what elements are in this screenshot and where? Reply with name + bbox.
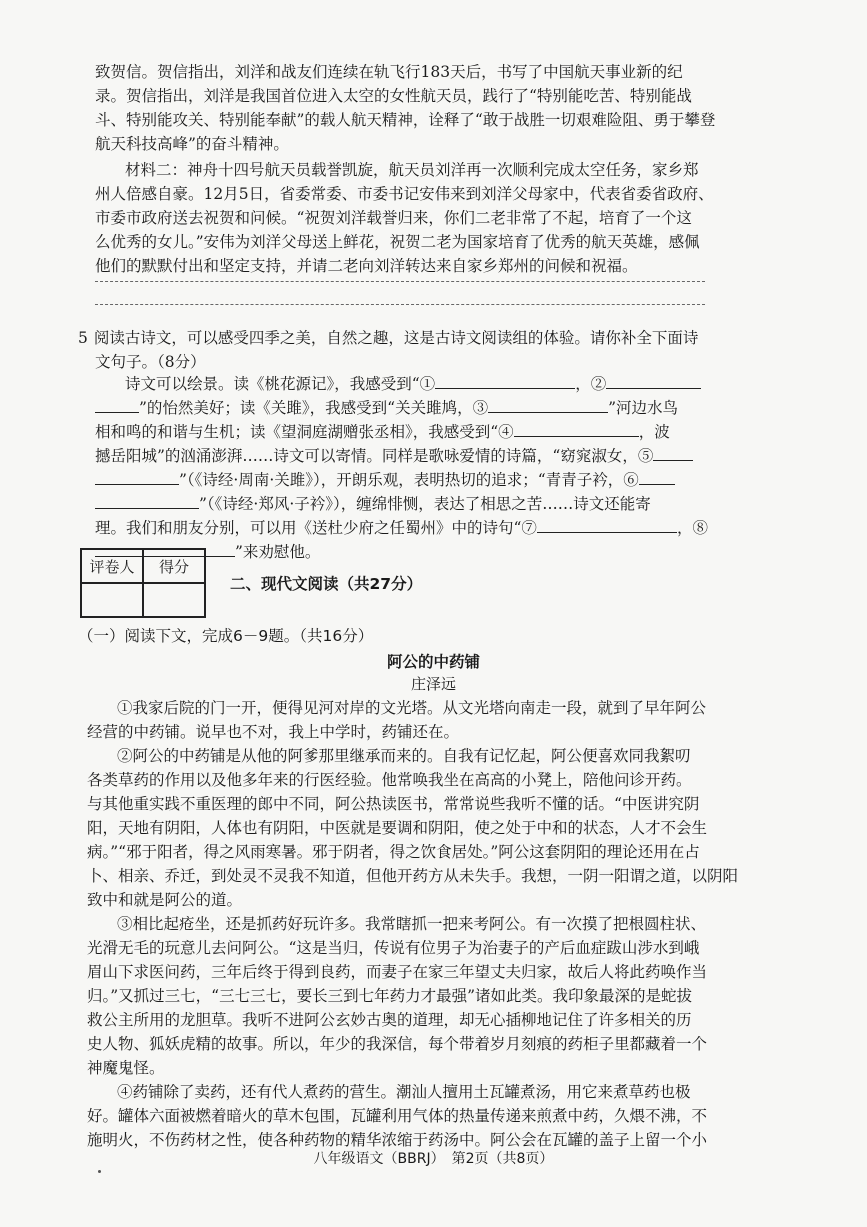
text-line: ②阿公的中药铺是从他的阿爹那里继承而来的。自我有记忆起，阿公便喜欢同我絮叨 (117, 747, 691, 765)
fill-text: ”河边水鸟 (608, 399, 679, 417)
text-line: 航天科技高峰”的奋斗精神。 (95, 135, 289, 153)
text-line: 好。罐体六面被燃着暗火的草木包围，瓦罐利用气体的热量传递来煎煮中药，久煨不沸，不 (87, 1107, 708, 1125)
blank-5[interactable] (653, 444, 693, 461)
fill-text: ”（《诗经·郑风·子衿》），缠绵悱恻，表达了相思之苦……诗文还能寄 (199, 495, 651, 513)
blank-2-cont[interactable] (95, 396, 139, 413)
text-line: ③相比起疮坐，还是抓药好玩许多。我常瞎抓一把来考阿公。有一次摸了把根圆柱状、 (117, 915, 707, 933)
sub-instruction: （一）阅读下文，完成6－9题。（共16分） (78, 627, 374, 645)
question-number: 5 (78, 329, 88, 347)
reviewer-label: 评卷人 (81, 549, 143, 583)
question-text: 阅读古诗文，可以感受四季之美，自然之趣，这是古诗文阅读组的体验。请你补全下面诗 (93, 329, 699, 347)
grade-box (80, 548, 206, 618)
score-label: 得分 (143, 549, 205, 583)
text-line: 眉山下求医问药，三年后终于得到良药，而妻子在家三年望丈夫归家，故后人将此药唤作当 (87, 963, 708, 981)
text-line: 录。贺信指出，刘洋是我国首位进入太空的女性航天员，践行了“特别能吃苦、特别能战 (95, 87, 692, 105)
answer-line[interactable] (95, 281, 705, 282)
text-line: 救公主所用的龙胆草。我听不进阿公玄妙古奥的道理，却无心插柳地记住了许多相关的历 (87, 1011, 692, 1029)
text-line: 斗、特别能攻关、特别能奉献”的载人航天精神，诠释了“敢于战胜一切艰难险阻、勇于攀登 (95, 111, 716, 129)
article-author: 庄泽远 (410, 675, 456, 693)
text-line: 归。”又抓过三七，“三七三七，要长三到七年药力才最强”诸如此类。我印象最深的是蛇拔 (87, 987, 693, 1005)
intro-paragraph (95, 60, 715, 156)
fill-text: ，波 (638, 423, 670, 441)
text-line: 施明火，不伤药材之性，使各种药物的精华浓缩于药汤中。阿公会在瓦罐的盖子上留一个小 (87, 1131, 708, 1149)
article-title: 阿公的中药铺 (386, 653, 480, 671)
text-line: 病。”“邪于阳者，得之风雨寒暑。邪于阴者，得之饮食居处。”阿公这套阴阳的理论还用在占 (87, 843, 700, 861)
text-line: ④药铺除了卖药，还有代人煮药的营生。潮汕人擅用土瓦罐煮汤，用它来煮草药也极 (117, 1083, 691, 1101)
page-footer: 八年级语文（BBRJ） 第2页（共8页） (313, 1151, 554, 1167)
text-line: 州人倍感自豪。12月5日，省委常委、市委书记安伟来到刘洋父母家中，代表省委省政府、 (95, 185, 714, 203)
material-two-paragraph (95, 158, 714, 278)
fill-text: 诗文可以绘景。读《桃花源记》，我感受到“① (125, 375, 436, 393)
text-line: 光滑无毛的玩意儿去问阿公。“这是当归，传说有位男子为治妻子的产后血症跋山涉水到峨 (87, 939, 700, 957)
scan-speck (98, 1170, 101, 1173)
blank-4[interactable] (514, 420, 639, 437)
fill-text: 理。我们和朋友分别，可以用《送杜少府之任蜀州》中的诗句“⑦ (95, 519, 537, 537)
fill-text: 相和鸣的和谐与生机；读《望洞庭湖赠张丞相》，我感受到“④ (95, 423, 514, 441)
text-line: 阳，天地有阴阳，人体也有阴阳，中医就是要调和阴阳，使之处于中和的状态，人才不会生 (87, 819, 708, 837)
blank-7[interactable] (537, 516, 677, 533)
text-line: 神魔鬼怪。 (87, 1059, 165, 1077)
blank-1[interactable] (435, 372, 575, 389)
fill-text: ”的怡然美好；读《关雎》，我感受到“关关雎鸠，③ (139, 399, 489, 417)
fill-text: ，② (575, 375, 607, 393)
text-line: 与其他重实践不重医理的郎中不同，阿公热读医书，常常说些我听不懂的话。“中医讲究阴 (87, 795, 700, 813)
text-line: 么优秀的女儿。”安伟为刘洋父母送上鲜花，祝贺二老为国家培育了优秀的航天英雄，感佩 (95, 233, 700, 251)
question-5 (78, 326, 698, 374)
text-line: ①我家后院的门一开，便得见河对岸的文光塔。从文光塔向南走一段，就到了早年阿公 (117, 699, 707, 717)
fill-text: ”（《诗经·周南·关雎》），开朗乐观，表明热切的追求；“青青子衿，⑥ (179, 471, 639, 489)
blank-2[interactable] (606, 372, 701, 389)
article-body (87, 696, 738, 1152)
text-line: 市委市政府送去祝贺和问候。“祝贺刘洋载誉归来，你们二老非常了不起，培育了一个这 (95, 209, 692, 227)
fill-text: ”来劝慰他。 (235, 543, 321, 561)
text-line: 材料二：神舟十四号航天员载誉凯旋，航天员刘洋再一次顺利完成太空任务，家乡郑 (125, 161, 699, 179)
score-cell[interactable] (143, 583, 205, 617)
reviewer-cell[interactable] (81, 583, 143, 617)
fill-text: 撼岳阳城”的汹涌澎湃……诗文可以寄情。同样是歌咏爱情的诗篇，“窈窕淑女，⑤ (95, 447, 654, 465)
blank-6-cont[interactable] (95, 492, 199, 509)
poem-fill-paragraph (95, 372, 708, 564)
text-line: 各类草药的作用以及他多年来的行医经验。他常唤我坐在高高的小凳上，陪他问诊开药。 (87, 771, 692, 789)
question-text: 文句子。（8分） (95, 353, 206, 371)
blank-5-cont[interactable] (95, 468, 179, 485)
blank-6[interactable] (639, 468, 675, 485)
text-line: 致中和就是阿公的道。 (87, 891, 243, 909)
text-line: 经营的中药铺。说早也不对，我上中学时，药铺还在。 (87, 723, 460, 741)
text-line: 史人物、狐妖虎精的故事。所以，年少的我深信，每个带着岁月刻痕的药柜子里都藏着一个 (87, 1035, 708, 1053)
blank-3[interactable] (488, 396, 608, 413)
text-line: 致贺信。贺信指出，刘洋和战友们连续在轨飞行183天后，书写了中国航天事业新的纪 (95, 63, 683, 81)
text-line: 卜、相亲、乔迁，到处灵不灵我不知道，但他开药方从未失手。我想，一阴一阳谓之道，以阴阳 (87, 867, 739, 885)
answer-line[interactable] (95, 304, 705, 305)
text-line: 他们的默默付出和坚定支持，并请二老向刘洋转达来自家乡郑州的问候和祝福。 (95, 257, 638, 275)
fill-text: ，⑧ (676, 519, 708, 537)
section-title: 二、现代文阅读（共27分） (230, 575, 423, 593)
